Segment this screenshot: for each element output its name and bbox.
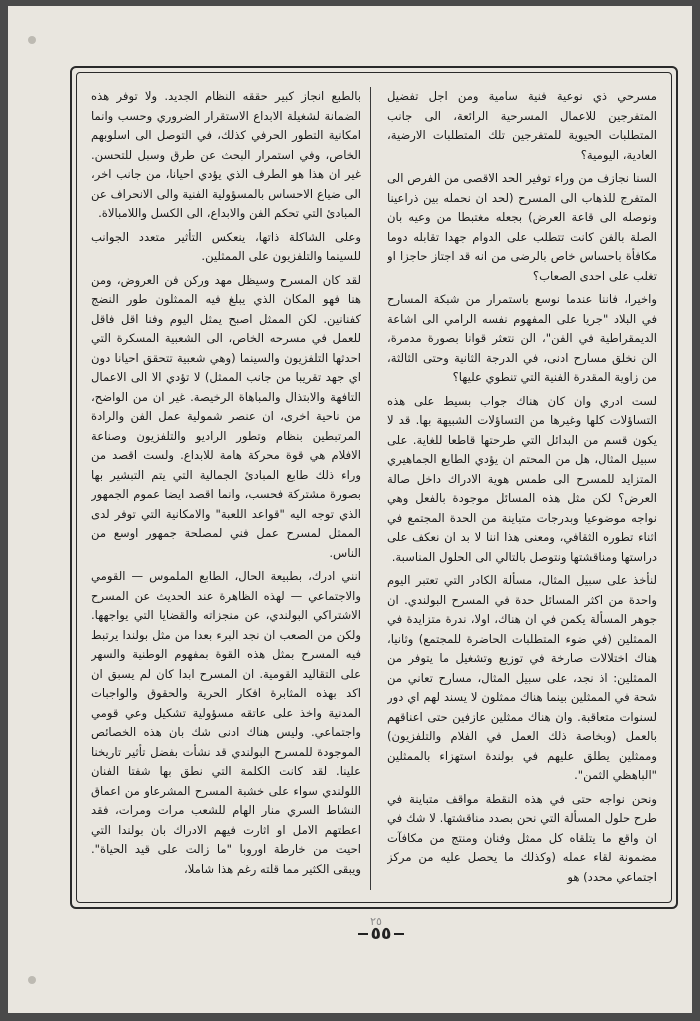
paragraph: لست ادري وان كان هناك جواب بسيط على هذه التساؤلات كلها وغيرها من التساؤلات الشبيهة بها. قد لا يكون قسم من البدائل التي طرحتها قاطعا للغاية. على سبيل المثال، هل من المحتم ان يؤدي الطابع الجماهيري المتزايد للمسرح الى طمس هوية الادراك داخل صالة العرض؟ لكن مثل هذه المسائل موجودة بالفعل وهي نواجه موضوعيا وبدرجات متباينة من الحدة المجتمع في اثناء تطوره الثقافي، ومعنى هذا اننا لا بد ان نعكف على دراستها ومناقشتها ونتوصل بالتالي الى الحلول المناسبة. [387, 393, 657, 564]
paragraph: لنأخذ على سبيل المثال، مسألة الكادر التي تعتبر اليوم واحدة من اكثر المسائل حدة في المسرح البولندي. ان جوهر المسألة يكمن في ان هناك، اولا، ندرة متزايدة في الممثلين (في ضوء المتطلبات الحاضرة للمجتمع) وثانيا، هناك اختلالات صارخة في توزيع وتشغيل ما يتوفر من الممثلين: اذ نجد، على سبيل المثال، مسارح تعاني من شحة في الممثلين بينما هناك ممثلون لا يسند لهم اي دور لسنوات متعاقبة. وان هناك ممثلين عازفين حتى اعناقهم بالعمل (وبخاصة ذلك العمل في الفلام والتلفزيون) وممثلين يطلق عليهم في بولندة استهزاء بالممثلين "الباهظي الثمن". [387, 573, 657, 782]
page-number-text: ٥٥ [370, 924, 392, 944]
magazine-page [8, 6, 692, 1013]
paragraph: ونحن نواجه حتى في هذه النقطة مواقف متباينة في طرح حلول المسألة التي نحن بصدد مناقشتها. لا شك في ان واقع ما يتلقاه كل ممثل وفنان ومنتج من مكافآت مضمونة لقاء عمله (وكذلك ما يحصل عليه من مركز اجتماعي محدد) هو [387, 791, 657, 884]
paragraph: لقد كان المسرح وسيظل مهد وركن فن العروض، ومن هنا فهو المكان الذي يبلغ فيه الممثلون طور النضج كفنانين. لكن الممثل اصبح يمثل اليوم وفنا اقل فاقل للعمل في مسرحه الخاص، الى الشعبية المسكرة التي احدثها التلفزيون والسينما (وهي شعبية تتحقق احيانا دون اي جهد تقريبا من جانب الممثل) لا تؤدي الا الى الاعمال التافهة والابتذال والمباهاة الرخيصة. غير ان من الواضح، من ناحية اخرى، ان عنصر شمولية عمل الفن والرادة المرتبطين بنظام وتطور الراديو والتلفزيون وصناعة الافلام هي قوة محركة هامة للابداع. ولست اقصد من وراء ذلك طابع المبادئ الجمالية التي يتم التبشير بها بصورة مشتركة فحسب، وانما اقصد ايضا عموم الجمهور الذي توجه اليه "قواعد اللعبة" والامكانية التي توفر لدى الممثل لمسرح عمل فني لمصلحة جمهور اوسع من الناس. [91, 272, 361, 560]
page-number [336, 924, 426, 954]
punch-hole-mark [28, 36, 36, 44]
paragraph: انني ادرك، بطبيعة الحال، الطابع الملموس — القومي والاجتماعي — لهذه الظاهرة عند الحديث عن المسرح الاشتراكي البولندي، عن منجزاته والقضايا التي يواجهها. ولكن من الصعب ان نجد البرء بعدا من مثل بولندا يرتبط فيه المسرح بمثل هذه القوة بمفهوم الوطنية والسهر على التقاليد القومية. ان المسرح ابدا كان لم يسبق ان اكد بهذه المثابرة افكار الحرية والحقوق والواجبات المدنية واخذ على عاتقه مسؤولية تشكيل وعي قومي واجتماعي. وليس هناك ادنى شك بان هذه الخصائص الموجودة للمسرح البولندي قد نشأت بفضل تأثير تاريخنا علينا. لقد كانت الكلمة التي نطق بها شفتا الفنان اللولندي سواء على خشبة المسرح المشرعاو من اعماق النشاط السري منار الهام للشعب مرات ومرات، فقد اعطتهم الامل او اثارت فيهم الادراك بان بولندا التي احيت من خارطة اوروبا "ما زالت على قيد الحياة". ويبقى الكثير مما قلته رغم هذا شاملا، [91, 569, 361, 876]
text-frame [70, 66, 678, 909]
column-divider [370, 87, 371, 890]
paragraph: مسرحي ذي نوعية فنية سامية ومن اجل تفضيل المتفرجين للاعمال المسرحية الرائعة، الى جانب المتطلبات الحيوية للمتفرجين تلك المتطلبات الارضية، العادية، اليومية؟ [387, 89, 657, 162]
paragraph: السنا نجازف من وراء توفير الحد الاقصى من الفرص الى المتفرج للذهاب الى المسرح (لحد ان نحمله بين ذراعينا ونوصله الى قاعة العرض) بجعله مغتبطا من وعيه بان الصلة بالفن كانت تتطلب على الدوام جهدا تقابله دوما مكافأة باحساس خاص بالرضى من انه قد اجتاز حاجزا او تغلب على احدى الصعاب؟ [387, 171, 657, 283]
right-column [387, 87, 657, 890]
paragraph: بالطبع انجاز كبير حققه النظام الجديد. ولا توفر هذه الضمانة لشغيلة الابداع الاستقرار الضروري وحسب وانما امكانية التطور الحرفي كذلك، في التوصل الى اسلوبهم الخاص، وفي استمرار البحث عن طرق وسبل للتحسن. غير ان هذا هو الطرف الذي يؤدي احيانا، من جانب اخر، الى ضياع الاحساس بالمسؤولية الفنية والى الانحراف عن المبادئ التي تحكم الفن والابداع، الى الكسل واللامبالاة. [91, 89, 361, 220]
left-column [91, 87, 361, 890]
paragraph: واخيرا، فاننا عندما نوسع باستمرار من شبكة المسارح في البلاد "جريا على المفهوم نفسه الرامي الى اشاعة الديمقراطية في الفن"، الن نتعثر قوانا بصورة مدمرة، الن نخلق مسارح ادنى، في الدرجة الثانية وحتى الثالثة، من زاوية المقدرة الفنية التي تنطوي عليها؟ [387, 292, 657, 384]
text-frame-inner [76, 72, 672, 903]
page-number-secondary: ٢٥ [370, 915, 382, 928]
paragraph: وعلى الشاكلة ذاتها، ينعكس التأثير متعدد الجوانب للسينما والتلفزيون على الممثلين. [91, 229, 361, 263]
punch-hole-mark [28, 976, 36, 984]
